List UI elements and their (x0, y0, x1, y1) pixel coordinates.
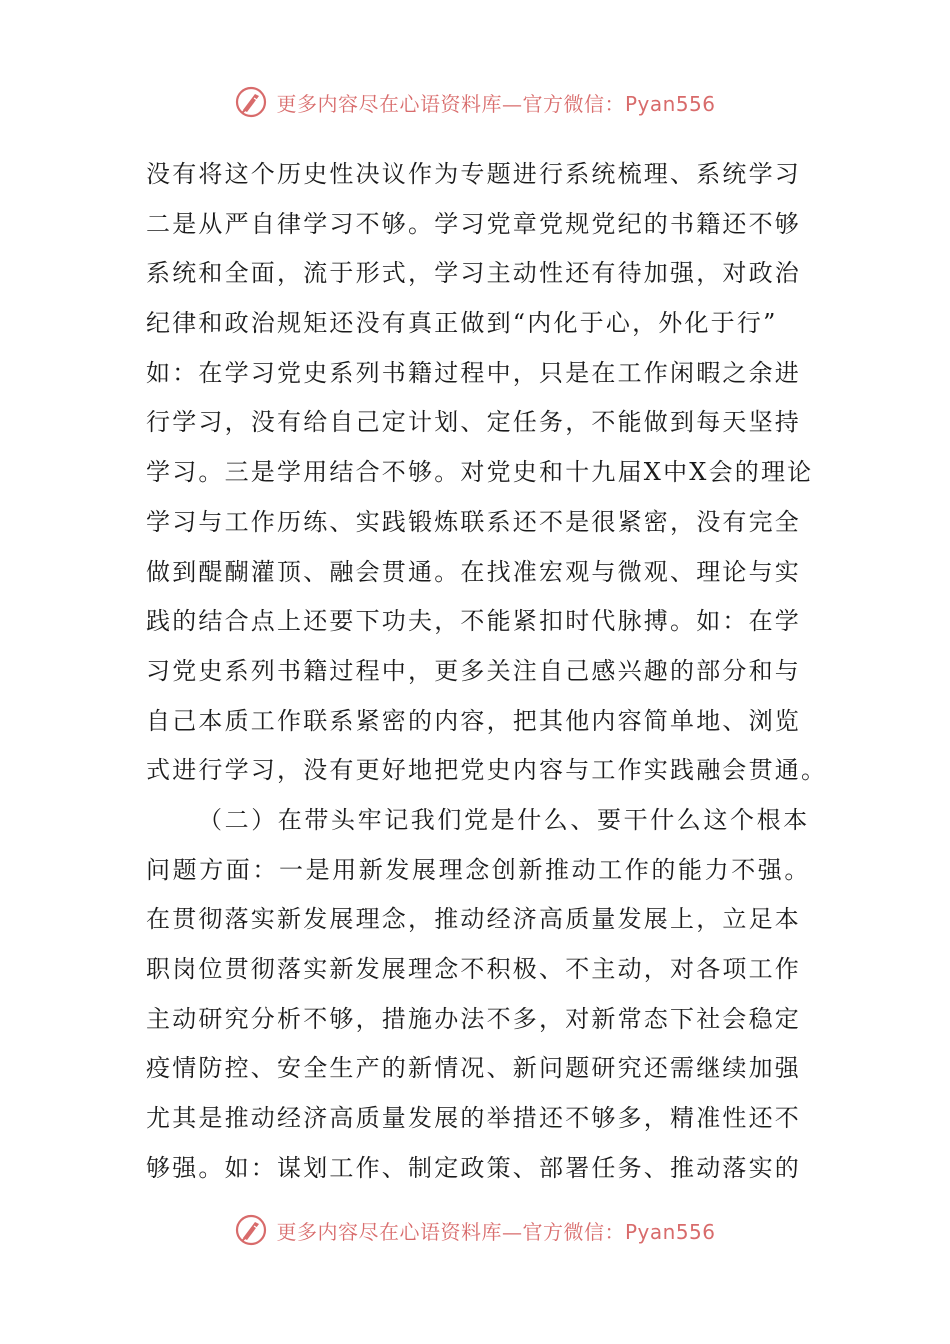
body-line: 习党史系列书籍过程中，更多关注自己感兴趣的部分和与 (146, 656, 801, 685)
section-heading: （二）在带头牢记我们党是什么、要干什么这个根本 (198, 805, 810, 834)
body-line: 主动研究分析不够，措施办法不多，对新常态下社会稳定 (146, 1004, 801, 1033)
section-heading-continued: 问题方面：一是用新发展理念创新推动工作的能力不强。 (146, 855, 811, 884)
quill-logo-icon (234, 1213, 268, 1247)
footer-watermark-banner (0, 1210, 950, 1250)
body-line: 够强。如：谋划工作、制定政策、部署任务、推动落实的 (146, 1153, 801, 1182)
body-line: 行学习，没有给自己定计划、定任务，不能做到每天坚持 (146, 408, 801, 437)
wechat-id: Pyan556 (624, 1219, 716, 1244)
body-line: 自己本质工作联系紧密的内容，把其他内容简单地、浏览 (146, 706, 801, 735)
document-body (146, 150, 828, 1193)
body-line: 疫情防控、安全生产的新情况、新问题研究还需继续加强 (146, 1054, 801, 1083)
quill-logo-icon (234, 85, 268, 119)
body-line: 式进行学习，没有更好地把党史内容与工作实践融会贯通。 (146, 756, 828, 785)
wechat-id: Pyan556 (624, 91, 716, 116)
body-line: 做到醍醐灌顶、融会贯通。在找准宏观与微观、理论与实 (146, 557, 801, 586)
body-line: 如：在学习党史系列书籍过程中，只是在工作闲暇之余进 (146, 358, 801, 387)
body-line: 尤其是推动经济高质量发展的举措还不够多，精准性还不 (146, 1104, 801, 1133)
body-line: 职岗位贯彻落实新发展理念不积极、不主动，对各项工作 (146, 955, 801, 983)
body-line: 纪律和政治规矩还没有真正做到“内化于心，外化于行” (146, 309, 778, 338)
body-line: 在贯彻落实新发展理念，推动经济高质量发展上，立足本 (146, 905, 801, 934)
banner-text: 更多内容尽在心语资料库—官方微信：Pyan556 (276, 91, 716, 116)
body-line: 系统和全面，流于形式，学习主动性还有待加强，对政治 (146, 259, 801, 288)
body-line: 没有将这个历史性决议作为专题进行系统梳理、系统学习 (146, 160, 801, 188)
body-line: 学习与工作历练、实践锻炼联系还不是很紧密，没有完全 (146, 507, 801, 536)
header-watermark-banner (0, 82, 950, 122)
banner-text: 更多内容尽在心语资料库—官方微信：Pyan556 (276, 1219, 716, 1244)
body-line: 学习。三是学用结合不够。对党史和十九届X中X会的理论 (146, 458, 814, 487)
body-line: 践的结合点上还要下功夫，不能紧扣时代脉搏。如：在学 (146, 607, 801, 636)
body-line: 二是从严自律学习不够。学习党章党规党纪的书籍还不够 (146, 209, 801, 238)
